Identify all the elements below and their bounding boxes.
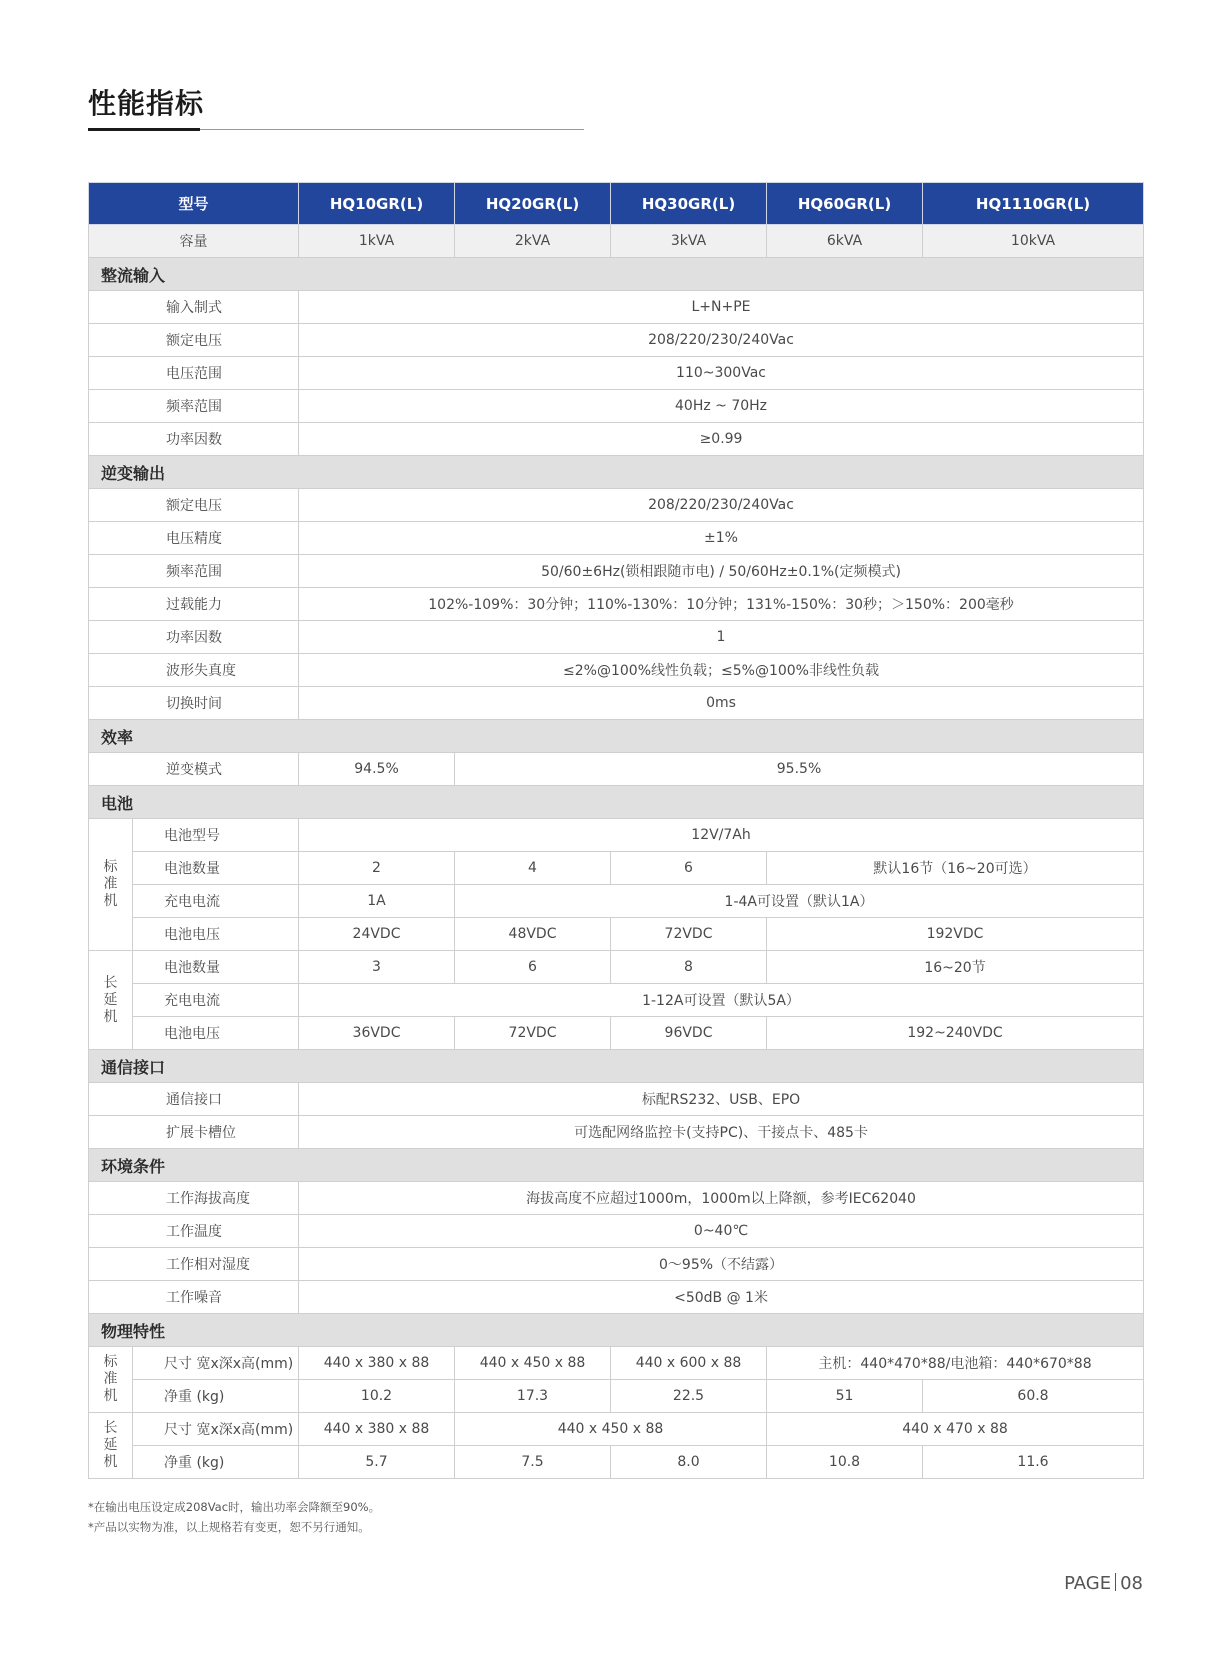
spec-row xyxy=(89,1116,1144,1149)
row-value: 海拔高度不应超过1000m，1000m以上降额，参考IEC62040 xyxy=(299,1182,1144,1215)
row-value: 51 xyxy=(767,1380,923,1413)
spec-row xyxy=(89,819,1144,852)
section-title: 物理特性 xyxy=(89,1314,1144,1347)
row-value: <50dB @ 1米 xyxy=(299,1281,1144,1314)
row-value: 440 x 470 x 88 xyxy=(767,1413,1144,1446)
row-value: 标配RS232、USB、EPO xyxy=(299,1083,1144,1116)
page-number-value: 08 xyxy=(1120,1573,1143,1594)
group-label-standard: 标 准 机 xyxy=(89,1347,133,1413)
spec-row xyxy=(89,1413,1144,1446)
footnotes xyxy=(88,1497,380,1537)
spec-row xyxy=(89,654,1144,687)
row-value: 可选配网络监控卡(支持PC)、干接点卡、485卡 xyxy=(299,1116,1144,1149)
row-value: 72VDC xyxy=(611,918,767,951)
spec-row xyxy=(89,885,1144,918)
spec-row xyxy=(89,1347,1144,1380)
capacity-label: 容量 xyxy=(89,225,299,258)
row-value: 3 xyxy=(299,951,455,984)
row-value: 440 x 380 x 88 xyxy=(299,1347,455,1380)
spec-row xyxy=(89,555,1144,588)
group-label-long: 长 延 机 xyxy=(89,951,133,1050)
row-label: 电池电压 xyxy=(133,1017,299,1050)
section-row xyxy=(89,1149,1144,1182)
row-value: 40Hz ~ 70Hz xyxy=(299,390,1144,423)
row-label: 输入制式 xyxy=(89,291,299,324)
capacity-row xyxy=(89,225,1144,258)
footnote: *在输出电压设定成208Vac时，输出功率会降额至90%。 xyxy=(88,1500,381,1514)
row-value: 102%-109%：30分钟；110%-130%：10分钟；131%-150%：30秒；＞150%：200毫秒 xyxy=(299,588,1144,621)
row-label: 电压范围 xyxy=(89,357,299,390)
spec-row xyxy=(89,522,1144,555)
row-label: 电池电压 xyxy=(133,918,299,951)
row-label: 充电电流 xyxy=(133,885,299,918)
section-row xyxy=(89,720,1144,753)
row-label: 工作相对湿度 xyxy=(89,1248,299,1281)
section-row xyxy=(89,1050,1144,1083)
spec-row xyxy=(89,1446,1144,1479)
row-value: 48VDC xyxy=(455,918,611,951)
row-label: 工作海拔高度 xyxy=(89,1182,299,1215)
spec-row xyxy=(89,951,1144,984)
spec-row xyxy=(89,489,1144,522)
capacity-cell: 10kVA xyxy=(923,225,1144,258)
spec-row xyxy=(89,687,1144,720)
row-value: 0ms xyxy=(299,687,1144,720)
spec-table xyxy=(88,182,1144,1479)
row-label: 频率范围 xyxy=(89,390,299,423)
group-label-long: 长 延 机 xyxy=(89,1413,133,1479)
row-value: 94.5% xyxy=(299,753,455,786)
page-prefix: PAGE xyxy=(1064,1573,1112,1594)
model-header: HQ10GR(L) xyxy=(299,183,455,225)
section-title: 电池 xyxy=(89,786,1144,819)
row-value: 1 xyxy=(299,621,1144,654)
row-value: 36VDC xyxy=(299,1017,455,1050)
row-value: 4 xyxy=(455,852,611,885)
spec-row xyxy=(89,621,1144,654)
section-title: 逆变输出 xyxy=(89,456,1144,489)
model-header-label: 型号 xyxy=(89,183,299,225)
capacity-cell: 3kVA xyxy=(611,225,767,258)
row-label: 电池数量 xyxy=(133,852,299,885)
row-value: 2 xyxy=(299,852,455,885)
row-value: 1-12A可设置（默认5A） xyxy=(299,984,1144,1017)
capacity-cell: 6kVA xyxy=(767,225,923,258)
row-value: 440 x 450 x 88 xyxy=(455,1347,611,1380)
row-value: 11.6 xyxy=(923,1446,1144,1479)
row-label: 净重 (kg) xyxy=(133,1446,299,1479)
row-value: 16~20节 xyxy=(767,951,1144,984)
section-title: 效率 xyxy=(89,720,1144,753)
row-label: 额定电压 xyxy=(89,489,299,522)
row-label: 频率范围 xyxy=(89,555,299,588)
spec-row xyxy=(89,1380,1144,1413)
row-value: 24VDC xyxy=(299,918,455,951)
row-value: 440 x 450 x 88 xyxy=(455,1413,767,1446)
section-row xyxy=(89,258,1144,291)
spec-row xyxy=(89,291,1144,324)
spec-row xyxy=(89,1248,1144,1281)
row-value: 96VDC xyxy=(611,1017,767,1050)
row-value: 22.5 xyxy=(611,1380,767,1413)
model-header: HQ60GR(L) xyxy=(767,183,923,225)
row-label: 过载能力 xyxy=(89,588,299,621)
section-title: 环境条件 xyxy=(89,1149,1144,1182)
row-label: 电池型号 xyxy=(133,819,299,852)
row-value: L+N+PE xyxy=(299,291,1144,324)
row-value: 17.3 xyxy=(455,1380,611,1413)
model-header: HQ1110GR(L) xyxy=(923,183,1144,225)
row-value: 208/220/230/240Vac xyxy=(299,324,1144,357)
spec-row xyxy=(89,588,1144,621)
section-title: 通信接口 xyxy=(89,1050,1144,1083)
row-label: 净重 (kg) xyxy=(133,1380,299,1413)
row-value: 95.5% xyxy=(455,753,1144,786)
spec-row xyxy=(89,324,1144,357)
row-value: 440 x 600 x 88 xyxy=(611,1347,767,1380)
spec-row xyxy=(89,1281,1144,1314)
row-value: 12V/7Ah xyxy=(299,819,1144,852)
row-label: 功率因数 xyxy=(89,423,299,456)
row-value: 8.0 xyxy=(611,1446,767,1479)
row-label: 通信接口 xyxy=(89,1083,299,1116)
row-value: 0～95%（不结露） xyxy=(299,1248,1144,1281)
row-value: 5.7 xyxy=(299,1446,455,1479)
page-number xyxy=(1064,1573,1143,1594)
row-label: 功率因数 xyxy=(89,621,299,654)
spec-row xyxy=(89,984,1144,1017)
spec-row xyxy=(89,753,1144,786)
row-value: 0~40℃ xyxy=(299,1215,1144,1248)
row-label: 尺寸 宽x深x高(mm) xyxy=(133,1413,299,1446)
spec-row xyxy=(89,918,1144,951)
row-value: 6 xyxy=(611,852,767,885)
footnote: *产品以实物为准，以上规格若有变更，恕不另行通知。 xyxy=(88,1520,370,1534)
spec-row xyxy=(89,1215,1144,1248)
row-value: 72VDC xyxy=(455,1017,611,1050)
spec-row xyxy=(89,1017,1144,1050)
section-row xyxy=(89,456,1144,489)
row-value: ≤2%@100%线性负载；≤5%@100%非线性负载 xyxy=(299,654,1144,687)
row-value: 主机：440*470*88/电池箱：440*670*88 xyxy=(767,1347,1144,1380)
row-value: 208/220/230/240Vac xyxy=(299,489,1144,522)
row-label: 电压精度 xyxy=(89,522,299,555)
section-title: 整流输入 xyxy=(89,258,1144,291)
row-label: 尺寸 宽x深x高(mm) xyxy=(133,1347,299,1380)
page-title: 性能指标 xyxy=(88,87,205,120)
row-value: 440 x 380 x 88 xyxy=(299,1413,455,1446)
row-value: 1A xyxy=(299,885,455,918)
spec-row xyxy=(89,357,1144,390)
row-label: 逆变模式 xyxy=(89,753,299,786)
row-value: 默认16节（16~20可选） xyxy=(767,852,1144,885)
spec-row xyxy=(89,1182,1144,1215)
row-label: 额定电压 xyxy=(89,324,299,357)
row-label: 充电电流 xyxy=(133,984,299,1017)
row-label: 扩展卡槽位 xyxy=(89,1116,299,1149)
row-value: 10.2 xyxy=(299,1380,455,1413)
row-value: ≥0.99 xyxy=(299,423,1144,456)
group-label-standard: 标 准 机 xyxy=(89,819,133,951)
title-underline-accent xyxy=(88,128,200,131)
table-header-row xyxy=(89,183,1144,225)
row-value: 192~240VDC xyxy=(767,1017,1144,1050)
spec-row xyxy=(89,852,1144,885)
row-value: ±1% xyxy=(299,522,1144,555)
capacity-cell: 1kVA xyxy=(299,225,455,258)
row-value: 7.5 xyxy=(455,1446,611,1479)
row-label: 波形失真度 xyxy=(89,654,299,687)
row-value: 60.8 xyxy=(923,1380,1144,1413)
row-value: 1-4A可设置（默认1A） xyxy=(455,885,1144,918)
row-value: 110~300Vac xyxy=(299,357,1144,390)
row-label: 电池数量 xyxy=(133,951,299,984)
row-value: 10.8 xyxy=(767,1446,923,1479)
model-header: HQ20GR(L) xyxy=(455,183,611,225)
row-label: 切换时间 xyxy=(89,687,299,720)
row-value: 8 xyxy=(611,951,767,984)
spec-row xyxy=(89,1083,1144,1116)
page-separator xyxy=(1115,1573,1116,1591)
row-value: 50/60±6Hz(锁相跟随市电) / 50/60Hz±0.1%(定频模式) xyxy=(299,555,1144,588)
model-header: HQ30GR(L) xyxy=(611,183,767,225)
section-row xyxy=(89,786,1144,819)
row-label: 工作噪音 xyxy=(89,1281,299,1314)
spec-row xyxy=(89,390,1144,423)
row-value: 6 xyxy=(455,951,611,984)
row-label: 工作温度 xyxy=(89,1215,299,1248)
spec-row xyxy=(89,423,1144,456)
capacity-cell: 2kVA xyxy=(455,225,611,258)
section-row xyxy=(89,1314,1144,1347)
row-value: 192VDC xyxy=(767,918,1144,951)
